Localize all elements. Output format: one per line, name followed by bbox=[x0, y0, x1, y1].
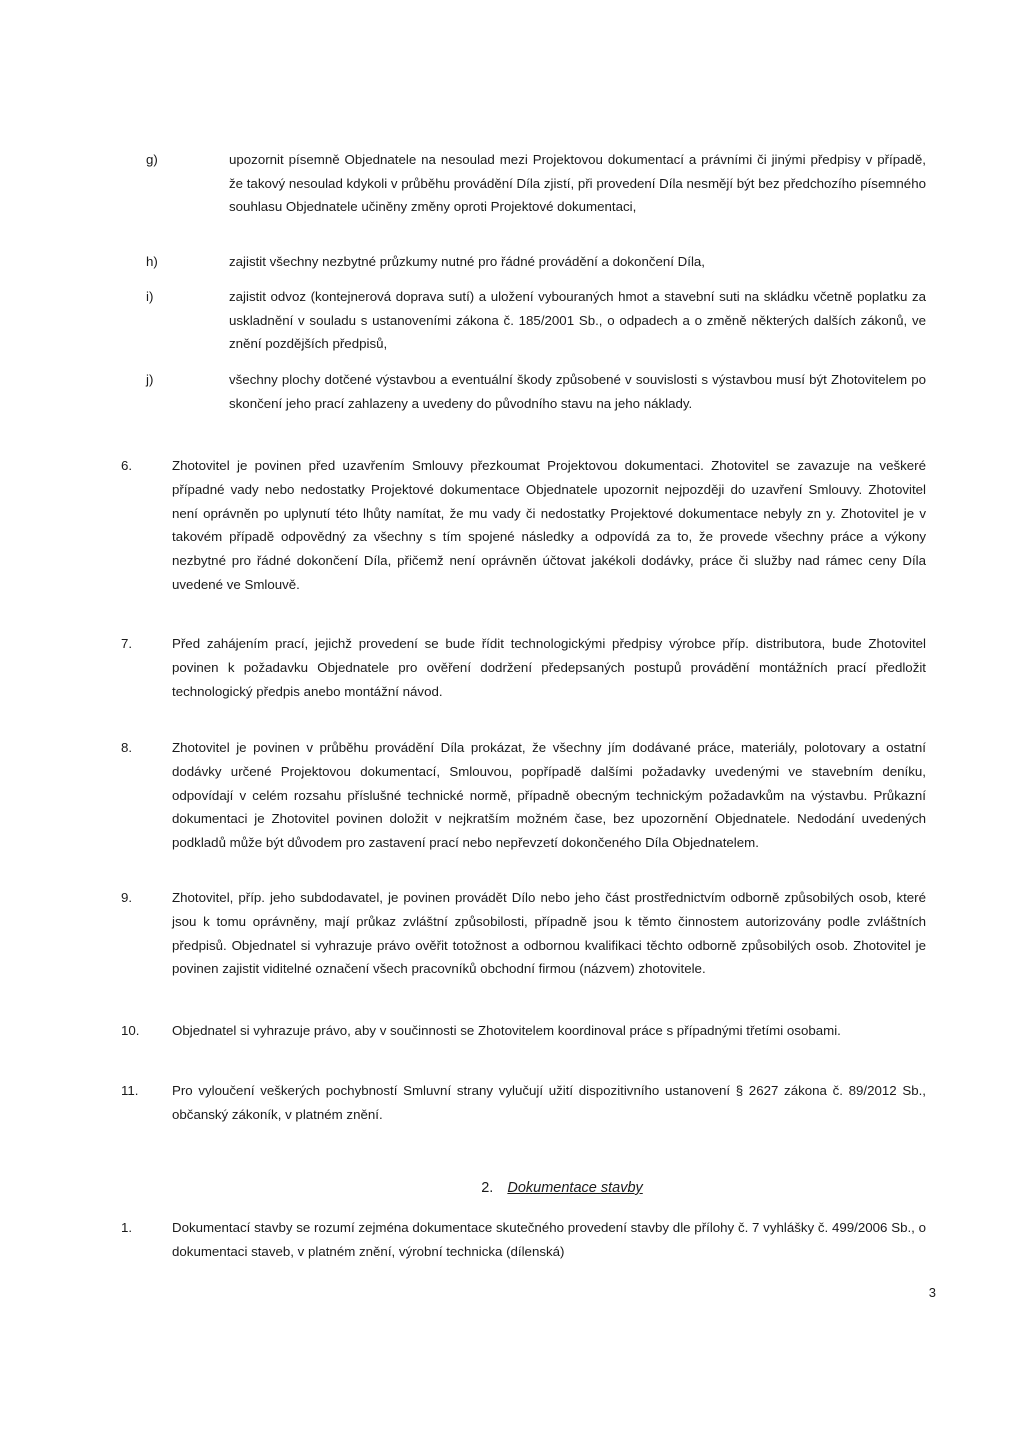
paragraph-text: Zhotovitel je povinen v průběhu provádění Díla prokázat, že všechny jím dodávané práce, materiály, polotovary a ostatní dodávky určené Projektovou dokumentací, Smlouvou, popřípadě dalšími požadavky uvedenými ve stavebním deníku, odpovídají v celém rozsahu příslušné technické normě, případně obecným technickým požadavkům na výstavbu. Průkazní dokumentaci je Zhotovitel povinen doložit v nejkratším možném čase, bez upozornění Objednatele. Nedodání uvedených podkladů může být důvodem pro zastavení prací nebo nepřevzetí dokončeného Díla Objednatelem. bbox=[172, 740, 926, 851]
paragraph-7 bbox=[121, 632, 926, 703]
list-item-g bbox=[146, 148, 926, 219]
section-number: 2. bbox=[481, 1180, 494, 1196]
paragraph-10 bbox=[121, 1019, 926, 1043]
section-title: Dokumentace stavby bbox=[507, 1180, 643, 1196]
list-marker: j) bbox=[146, 372, 154, 387]
paragraph-number: 1. bbox=[121, 1220, 133, 1235]
list-item-text: upozornit písemně Objednatele na nesoulad mezi Projektovou dokumentací a právními či jinými předpisy v případě, že takový nesoulad kdykoli v průběhu provádění Díla zjistí, při provedení Díla nesmějí být bez předchozího písemného souhlasu Objednatele učiněny změny oproti Projektové dokumentaci, bbox=[229, 152, 926, 215]
paragraph-number: 6. bbox=[121, 458, 133, 473]
list-item-i bbox=[146, 285, 926, 356]
paragraph-number: 7. bbox=[121, 636, 133, 651]
paragraph-text: Objednatel si vyhrazuje právo, aby v součinnosti se Zhotovitelem koordinoval práce s případnými třetími osobami. bbox=[172, 1023, 841, 1038]
paragraph-9 bbox=[121, 886, 926, 981]
paragraph-11 bbox=[121, 1079, 926, 1127]
paragraph-6 bbox=[121, 454, 926, 597]
list-marker: i) bbox=[146, 289, 154, 304]
paragraph-text: Dokumentací stavby se rozumí zejména dokumentace skutečného provedení stavby dle přílohy č. 7 vyhlášky č. 499/2006 Sb., o dokumentaci staveb, v platném znění, výrobní technicka (dílenská) bbox=[172, 1220, 926, 1259]
paragraph-text: Zhotovitel, příp. jeho subdodavatel, je povinen provádět Dílo nebo jeho část prostřednictvím odborně způsobilých osob, které jsou k tomu oprávněny, mají průkaz zvláštní způsobilosti, případně jsou k těmto činnostem autorizovány podle zvláštních předpisů. Objednatel si vyhrazuje právo ověřit totožnost a odbornou kvalifikaci těchto odborně způsobilých osob. Zhotovitel je povinen zajistit viditelné označení všech pracovníků obchodní firmou (názvem) zhotovitele. bbox=[172, 890, 926, 977]
page-number: 3 bbox=[928, 1285, 936, 1300]
list-item-text: zajistit všechny nezbytné průzkumy nutné pro řádné provádění a dokončení Díla, bbox=[229, 254, 706, 269]
list-marker: g) bbox=[146, 152, 158, 167]
list-item-text: zajistit odvoz (kontejnerová doprava sutí) a uložení vybouraných hmot a stavební suti na skládku včetně poplatku za uskladnění v souladu s ustanoveními zákona č. 185/2001 Sb., o odpadech a o změně některých dalších zákonů, ve znění pozdějších předpisů, bbox=[229, 289, 926, 352]
paragraph-text: Zhotovitel je povinen před uzavřením Smlouvy přezkoumat Projektovou dokumentaci. Zhotovitel se zavazuje na veškeré případné vady nebo nedostatky Projektové dokumentace Objednatele upozornit nejpozději do uzavření Smlouvy. Zhotovitel není oprávněn po uplynutí této lhůty namítat, že mu vady či nedostatky Projektové dokumentace nebyly zn y. Zhotovitel je v takovém případě odpovědný za všechny s tím spojené následky a odpovídá za to, že provede všechny práce a výkony nezbytné pro řádné dokončení Díla, přičemž není oprávněn účtovat jakékoli dodávky, práce či služby nad rámec ceny Díla uvedené ve Smlouvě. bbox=[172, 458, 926, 592]
paragraph-text: Před zahájením prací, jejichž provedení se bude řídit technologickými předpisy výrobce příp. distributora, bude Zhotovitel povinen k požadavku Objednatele pro ověření dodržení předepsaných postupů provádění montážních prací předložit technologický předpis anebo montážní návod. bbox=[172, 636, 926, 699]
paragraph-number: 11. bbox=[121, 1083, 139, 1098]
paragraph-8 bbox=[121, 736, 926, 855]
list-item-text: všechny plochy dotčené výstavbou a eventuální škody způsobené v souvislosti s výstavbou musí být Zhotovitelem po skončení jeho prací zahlazeny a uvedeny do původního stavu na jeho náklady. bbox=[229, 372, 926, 411]
list-marker: h) bbox=[146, 254, 158, 269]
paragraph-number: 8. bbox=[121, 740, 133, 755]
paragraph-text: Pro vyloučení veškerých pochybností Smluvní strany vylučují užití dispozitivního ustanovení § 2627 zákona č. 89/2012 Sb., občanský zákoník, v platném znění. bbox=[172, 1083, 926, 1122]
section-heading bbox=[0, 1180, 1024, 1196]
paragraph-number: 10. bbox=[121, 1023, 140, 1038]
list-item-j bbox=[146, 368, 926, 415]
section-paragraph-1 bbox=[121, 1216, 926, 1264]
paragraph-number: 9. bbox=[121, 890, 133, 905]
list-item-h bbox=[146, 250, 926, 274]
